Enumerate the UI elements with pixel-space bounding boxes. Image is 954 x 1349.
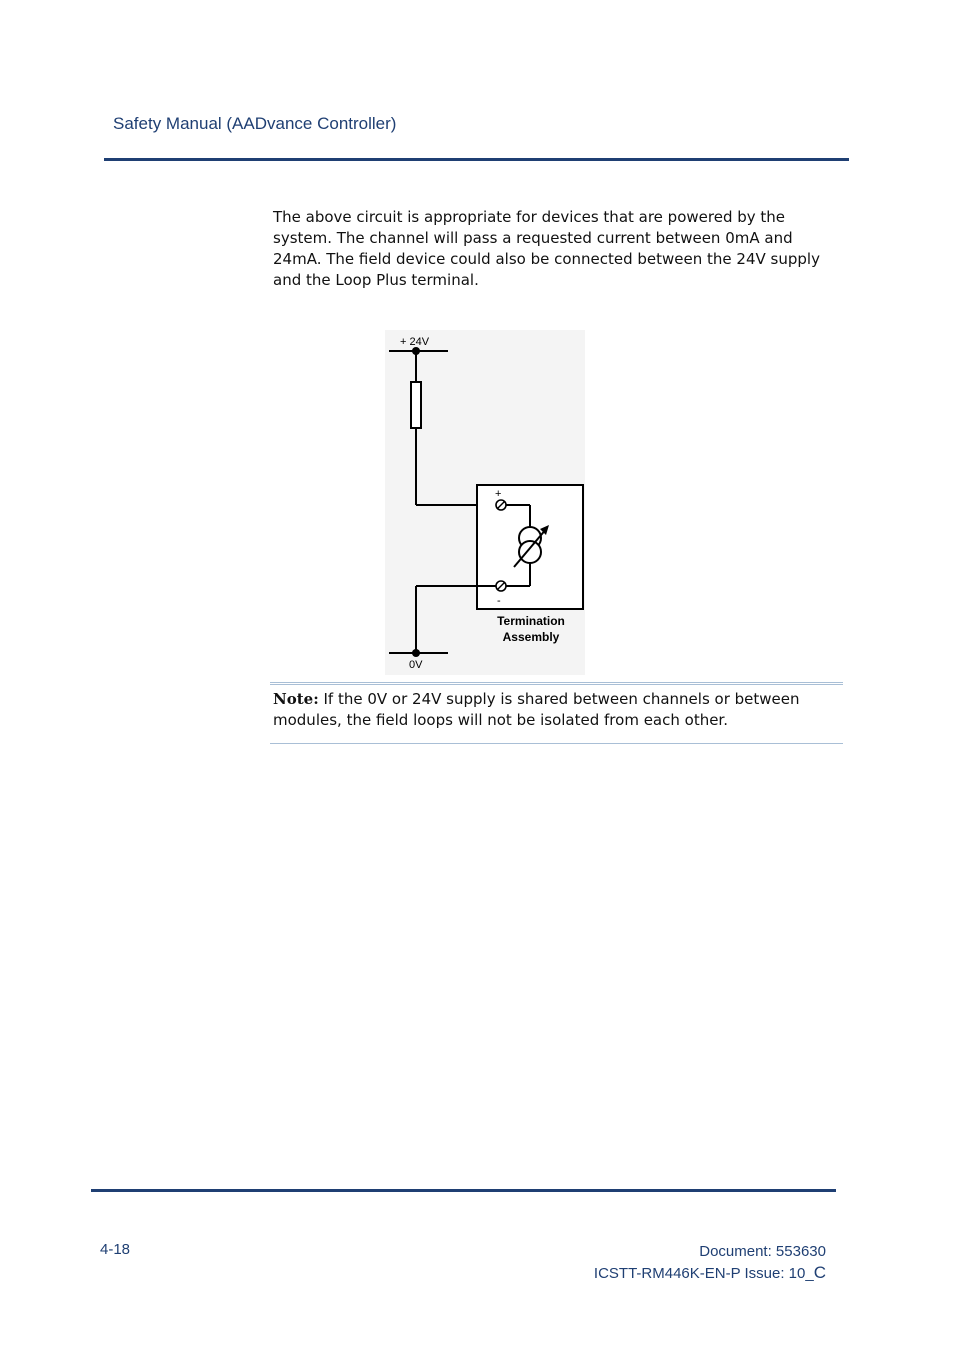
header-divider [104,158,849,161]
ground-node [412,649,420,657]
footer-divider [91,1189,836,1192]
minus-label: - [497,595,501,607]
body-paragraph: The above circuit is appropriate for devices that are powered by the system. The channel will pass a requested current between 0mA and 24mA. The field device could also be connected between the 24V supply and the Loop Plus terminal. [273,208,820,289]
issue-prefix: ICSTT-RM446K-EN-P Issue: 10_ [593,1265,814,1282]
box-label-line2: Assembly [502,630,560,644]
supply-label: + 24V [400,336,430,348]
issue-line [594,1262,826,1284]
page-number: 4-18 [100,1241,131,1258]
plus-label: + [495,488,502,500]
document-info [594,1241,826,1284]
issue-suffix: C [813,1263,826,1282]
resistor-icon [411,382,421,428]
document-number: Document: 553630 [699,1243,826,1260]
circuit-diagram [385,330,585,675]
note-body: If the 0V or 24V supply is shared between channels or between modules, the field loops will not be isolated from each other. [273,690,800,729]
ground-label: 0V [409,659,423,671]
box-label-line1: Termination [497,614,565,628]
page-header-title: Safety Manual (AADvance Controller) [113,114,397,133]
note-text [273,689,833,731]
note-label: Note: [273,690,319,708]
